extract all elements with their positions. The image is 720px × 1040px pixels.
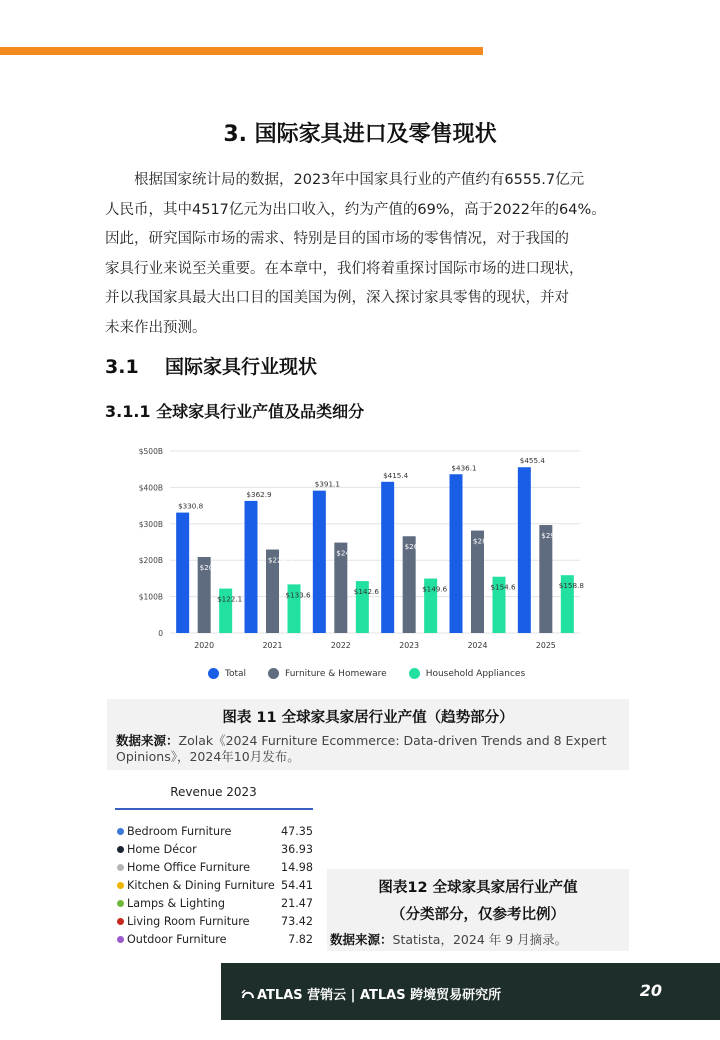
section-heading xyxy=(105,352,317,379)
figure-12-title-line2: （分类部分，仅参考比例） xyxy=(391,907,565,923)
category-dot-icon xyxy=(117,936,124,943)
revenue-row-value: 36.93 xyxy=(280,842,313,856)
data-label: $436.1 xyxy=(451,463,477,473)
revenue-row xyxy=(117,912,313,930)
source-text: Statista，2024 年 9 月摘录。 xyxy=(392,932,568,947)
data-label: $265.8 xyxy=(404,542,430,552)
revenue-row-value: 73.42 xyxy=(280,914,313,928)
paragraph-line: 未来作出预测。 xyxy=(105,319,207,336)
revenue-row-label: Home Décor xyxy=(127,842,197,856)
data-label: $154.6 xyxy=(490,582,516,592)
x-tick-label: 2020 xyxy=(194,641,215,650)
figure-12-title-line1: 图表12 全球家具家居行业产值 xyxy=(378,880,578,896)
x-tick-label: 2023 xyxy=(399,641,420,650)
paragraph-line: 家具行业来说至关重要。在本章中，我们将着重探讨国际市场的进口现状， xyxy=(105,260,584,277)
paragraph-line: 根据国家统计局的数据，2023年中国家具行业的产值约有6555.7亿元 xyxy=(134,172,585,188)
revenue-row-label: Lamps & Lighting xyxy=(127,896,225,910)
data-label: $415.4 xyxy=(383,470,409,480)
data-label: $296.6 xyxy=(541,531,567,541)
legend-label-appliances: Household Appliances xyxy=(425,668,526,679)
bar-total xyxy=(518,467,531,633)
revenue-row-value: 7.82 xyxy=(288,932,313,946)
legend-dot-furniture xyxy=(268,668,279,679)
revenue-table-rule xyxy=(115,808,313,810)
legend-item-total xyxy=(208,668,246,679)
paragraph-line: 并以我国家具最大出口目的国美国为例，深入探讨家具零售的现状，并对 xyxy=(105,290,569,306)
legend-dot-total xyxy=(208,668,219,679)
data-label: $281.4 xyxy=(472,536,499,546)
intro-paragraph xyxy=(105,166,633,343)
category-dot-icon xyxy=(117,828,124,835)
chart-legend xyxy=(208,668,525,679)
revenue-row xyxy=(117,876,313,894)
source-label: 数据来源： xyxy=(116,733,179,748)
paragraph-line: 人民币，其中4517亿元为出口收入，约为产值的69%，高于2022年的64%。 xyxy=(105,201,606,218)
y-tick-label: 0 xyxy=(158,629,163,638)
revenue-table-title: Revenue 2023 xyxy=(170,785,257,799)
data-label: $229.3 xyxy=(267,555,294,565)
footer-brand xyxy=(241,984,501,1003)
revenue-row xyxy=(117,822,313,840)
figure-12-caption xyxy=(327,869,629,951)
y-tick-label: $300B xyxy=(138,519,163,529)
page-number: 20 xyxy=(639,981,662,1000)
paragraph-line: 因此，研究国际市场的需求、特别是目的国市场的零售情况，对于我国的 xyxy=(105,231,569,247)
top-accent-bar xyxy=(0,47,483,55)
bar-furniture-homeware xyxy=(539,525,552,633)
revenue-row-value: 14.98 xyxy=(280,860,313,874)
y-tick-label: $400B xyxy=(138,483,163,493)
revenue-table xyxy=(117,822,313,948)
revenue-row-label: Outdoor Furniture xyxy=(127,932,227,946)
bar-total xyxy=(245,501,258,633)
revenue-row-value: 47.35 xyxy=(280,824,313,838)
data-label: $208.8 xyxy=(199,562,225,572)
revenue-row xyxy=(117,930,313,948)
figure-11-source xyxy=(116,733,616,765)
revenue-row-label: Kitchen & Dining Furniture xyxy=(127,878,275,892)
revenue-row-value: 21.47 xyxy=(280,896,313,910)
bar-total xyxy=(176,513,189,633)
revenue-row-value: 54.41 xyxy=(280,878,313,892)
category-dot-icon xyxy=(117,846,124,853)
x-tick-label: 2022 xyxy=(330,641,351,650)
data-label: $330.8 xyxy=(178,501,204,511)
revenue-row-label: Bedroom Furniture xyxy=(127,824,232,838)
data-label: $158.8 xyxy=(558,581,584,591)
y-tick-label: $100B xyxy=(138,592,163,602)
data-label: $122.1 xyxy=(217,594,243,604)
figure-12-source xyxy=(330,930,567,948)
revenue-row xyxy=(117,894,313,912)
category-dot-icon xyxy=(117,882,124,889)
revenue-row-label: Home Office Furniture xyxy=(127,860,251,874)
legend-label-furniture: Furniture & Homeware xyxy=(285,668,387,679)
data-label: $391.1 xyxy=(314,479,340,489)
bar-total xyxy=(450,474,463,633)
category-dot-icon xyxy=(117,900,124,907)
section-title: 国际家具行业现状 xyxy=(165,356,318,378)
x-tick-label: 2025 xyxy=(535,641,556,650)
y-tick-label: $500B xyxy=(138,447,163,456)
data-label: $455.4 xyxy=(519,456,545,466)
subsection-heading: 3.1.1 全球家具行业产值及品类细分 xyxy=(105,402,365,421)
legend-dot-appliances xyxy=(409,668,420,679)
revenue-row xyxy=(117,840,313,858)
footer-brand-text: ATLAS 营销云 | ATLAS 跨境贸易研究所 xyxy=(257,988,502,1003)
chapter-title: 3. 国际家具进口及零售现状 xyxy=(223,122,497,147)
data-label: $248.4 xyxy=(336,548,362,558)
data-label: $149.6 xyxy=(422,584,448,594)
revenue-row xyxy=(117,858,313,876)
bar-furniture-homeware xyxy=(471,531,484,633)
revenue-row-label: Living Room Furniture xyxy=(127,914,250,928)
data-label: $142.6 xyxy=(353,587,379,597)
legend-label-total: Total xyxy=(225,668,247,679)
data-label: $133.6 xyxy=(285,590,311,600)
category-dot-icon xyxy=(117,864,124,871)
page-footer xyxy=(221,963,720,1020)
source-text: Zolak《2024 Furniture Ecommerce: Data-driven Trends and 8 Expert Opinions》，2024年10月发布。 xyxy=(116,733,607,764)
x-tick-label: 2021 xyxy=(262,641,283,650)
category-dot-icon xyxy=(117,918,124,925)
legend-item-furniture xyxy=(268,668,387,679)
atlas-logo-icon xyxy=(241,987,255,1001)
figure-11-caption xyxy=(107,699,629,770)
bar-total xyxy=(313,491,326,633)
section-number: 3.1 xyxy=(105,356,139,378)
bar-total xyxy=(381,482,394,633)
legend-item-appliances xyxy=(409,668,525,679)
data-label: $362.9 xyxy=(246,489,272,499)
x-tick-label: 2024 xyxy=(467,641,488,650)
y-tick-label: $200B xyxy=(138,556,163,566)
figure-11-title: 图表 11 全球家具家居行业产值（趋势部分） xyxy=(222,710,514,726)
revenue-trend-bar-chart xyxy=(108,440,588,655)
source-label: 数据来源： xyxy=(330,932,393,947)
